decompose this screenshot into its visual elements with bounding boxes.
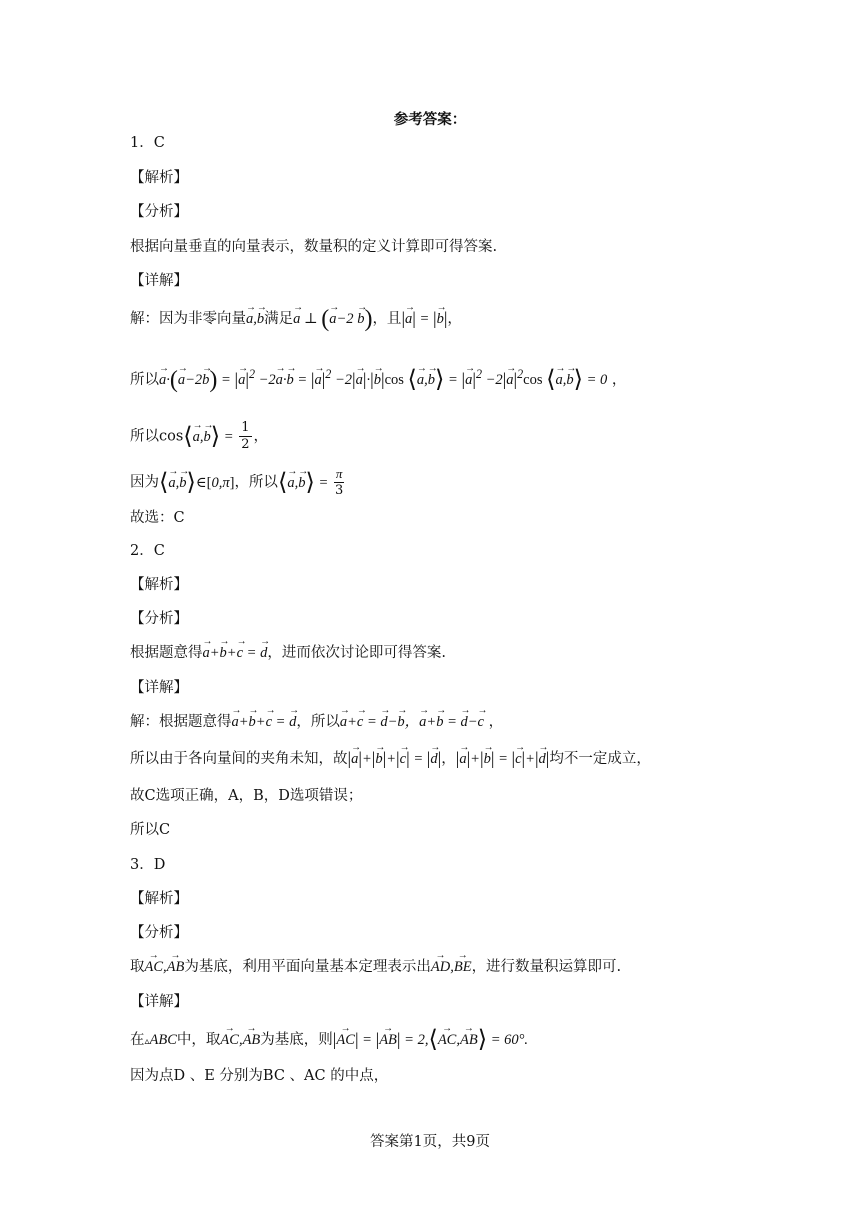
q1-detail-label: 【详解】 [130, 273, 188, 289]
q3-detail-line1: 在▵ABC中，取→ AC,→ AB为基底，则|→ AC| = |→ AB| = 2,⟨→ AC,→ AB⟩ = 60°. [130, 1029, 528, 1052]
page-title: 参考答案： [393, 111, 467, 128]
q3-fenxi-text: 取→ AC,→ AB为基底，利用平面向量基本定理表示出→ AD,→ BE，进行数量积运算即可. [130, 957, 621, 977]
q2-analysis-label: 【解析】 [130, 577, 188, 593]
q1-fenxi-label: 【分析】 [130, 204, 188, 220]
q3-detail-label: 【详解】 [130, 994, 188, 1010]
q3-fenxi-label: 【分析】 [130, 925, 188, 941]
q2-d1a: 解：根据题意得 [130, 714, 232, 730]
q3-d1b: 中，取 [176, 1032, 221, 1048]
q2-detail-line3: 故C选项正确，A，B，D选项错误； [130, 788, 363, 804]
q2-fenxi-label: 【分析】 [130, 611, 188, 627]
q1-analysis-label: 【解析】 [130, 170, 188, 186]
q2-detail-line1: 解：根据题意得→ a+→ b+→ c = → d，所以→ a+→ c = → d−→ b，→ a+→ b = → d−→ c ， [130, 712, 503, 732]
q2-fa: 根据题意得 [130, 645, 203, 661]
q1-l2a: 所以 [130, 371, 159, 388]
q3-fb: 为基底，利用平面向量基本定理表示出 [184, 959, 431, 975]
q3-fa: 取 [130, 959, 145, 975]
q2-detail-line2: 所以由于各向量间的夹角未知，故|→ a|+|→ b|+|→ c| = |→ d|，|→ a|+|→ b| = |→ c|+|→ d|均不一定成立， [130, 748, 651, 769]
q1-detail-line2: 所以→ a·(→ a−2→ b) = |→ $a|^2 -2\to a\cdot\to b$ = |→ $a|^2 -2|\to a|\cdot|\to b|\cos$ ⟨→ a,→ b⟩ = |→ $a|^2 -2|\to a|^2\cos$ ⟨→ a,→ b⟩ = 0 ， [130, 364, 626, 390]
q3-answer: 3．D [130, 857, 166, 873]
page-footer: 答案第1页，共9页 [370, 1134, 490, 1150]
q1-l3a: 所以cos [130, 428, 184, 445]
q1-l1a: 解：因为非零向量 [130, 311, 246, 327]
q2-d2a: 所以由于各向量间的夹角未知，故 [130, 751, 348, 767]
q3-detail-line2: 因为点D 、E 分别为BC 、AC 的中点， [130, 1068, 389, 1084]
q1-l4b: ，所以 [234, 474, 278, 491]
q1-l1c: ，且 [372, 311, 402, 327]
q2-answer: 2．C [130, 543, 165, 559]
q3-d1a: 在 [130, 1032, 145, 1048]
q2-detail-label: 【详解】 [130, 680, 188, 696]
q1-l4a: 因为 [130, 474, 159, 491]
q1-detail-line4: 因为⟨→ a,→ b⟩∈[0,π]，所以⟨→ a,→ b⟩ = $\frac{\pi}{3}$ [130, 466, 346, 499]
q1-answer: 1．C [130, 135, 165, 151]
q2-d2b: 均不一定成立， [549, 751, 651, 767]
q2-d1b: ，所以 [296, 714, 340, 730]
q2-fenxi-text: 根据题意得→ a+→ b+→ c = → d，进而依次讨论即可得答案. [130, 643, 446, 663]
q2-detail-line4: 所以C [130, 822, 171, 838]
q1-conclusion: 故选：C [130, 510, 185, 526]
q2-fb: ，进而依次讨论即可得答案. [267, 645, 446, 661]
q3-fc: ，进行数量积运算即可. [471, 959, 622, 975]
q1-detail-line3: 所以cos⟨→ a,→ b⟩ = $\frac{1}{2}$ ， [130, 420, 268, 453]
q1-l1b: 满足 [264, 311, 294, 327]
q1-fenxi-text: 根据向量垂直的向量表示，数量积的定义计算即可得答案. [130, 239, 498, 255]
q3-analysis-label: 【解析】 [130, 891, 188, 907]
q3-d1c: 为基底，则 [260, 1032, 333, 1048]
q1-detail-line1: 解：因为非零向量→ a,→ b满足→ a ⊥ (→ a−2 → b)，且|→ a| = |→ b|， [130, 308, 462, 329]
